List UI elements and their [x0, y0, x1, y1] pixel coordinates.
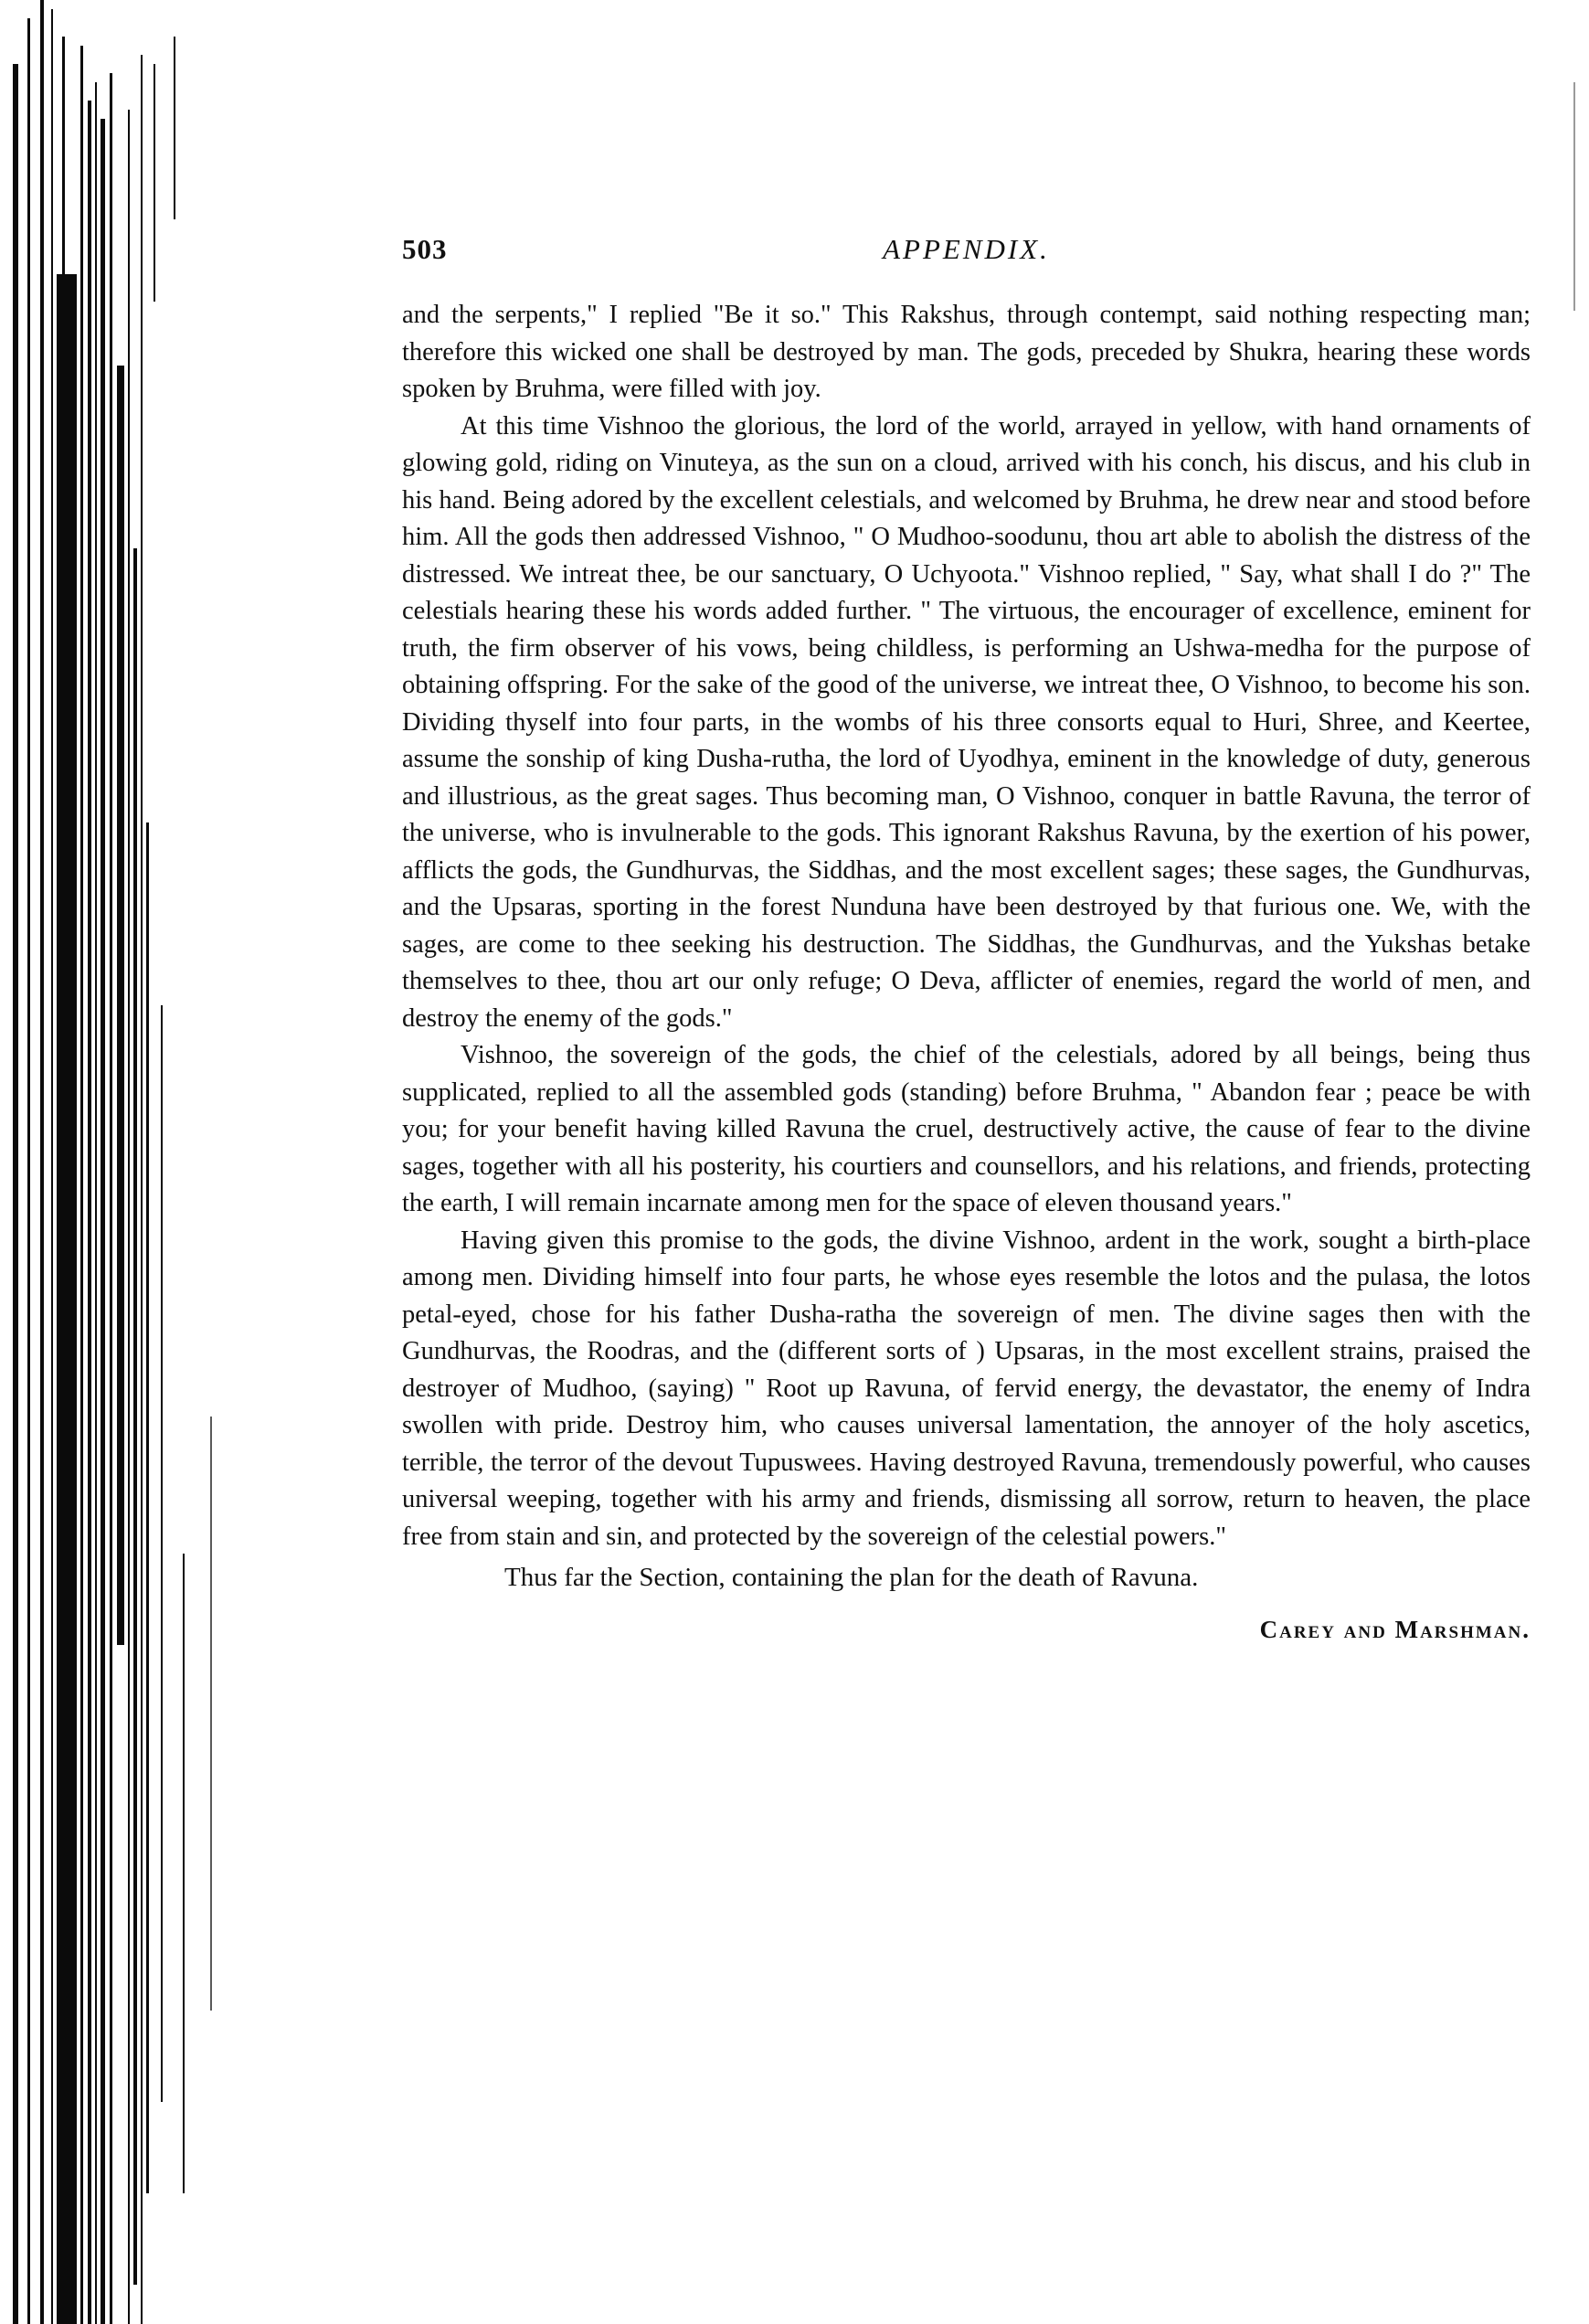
- body-text: [402, 297, 1531, 1555]
- running-head: [402, 233, 1531, 275]
- section-closing-line: Thus far the Section, containing the plan for the death of Ravuna.: [504, 1563, 1199, 1592]
- paragraph: and the serpents," I replied "Be it so." This Rakshus, through contempt, said nothing respecting man; therefore this wicked one shall be destroyed by man. The gods, preceded by Shukra, hearing these words spoken by Bruhma, were filled with joy.: [402, 301, 1531, 403]
- paragraph: Having given this promise to the gods, the divine Vishnoo, ardent in the work, sought a birth-place among men. Dividing himself into four parts, he whose eyes resemble the lotos and the pulasa, the lotos petal-eyed, chose for his father Dusha-ratha the sovereign of men. The divine sages then with the Gundhurvas, the Roodras, and the (different sorts of ) Upsaras, in the most excellent strains, praised the destroyer of Mudhoo, (saying) " Root up Ravuna, of fervid energy, the devastator, the enemy of Indra swollen with pride. Destroy him, who causes universal lamentation, the annoyer of the holy ascetics, terrible, the terror of the devout Tupuswees. Having destroyed Ravuna, tremendously powerful, who causes universal weeping, together with his army and friends, dismissing all sorrow, return to heaven, the place free from stain and sin, and protected by the sovereign of the celestial powers.": [402, 1226, 1531, 1551]
- running-title: APPENDIX.: [883, 233, 1050, 265]
- book-gutter: [0, 0, 219, 2324]
- paragraph: At this time Vishnoo the glorious, the lord of the world, arrayed in yellow, with hand ornaments of glowing gold, riding on Vinuteya, as the sun on a cloud, arrived with his conch, his discus, and his club in his hand. Being adored by the excellent celestials, and welcomed by Bruhma, he drew near and stood before him. All the gods then addressed Vishnoo, " O Mudhoo-soodunu, thou art able to abolish the distress of the distressed. We intreat thee, be our sanctuary, O Uchyoota." Vishnoo replied, " Say, what shall I do ?" The celestials hearing these his words added further. " The virtuous, the encourager of excellence, eminent for truth, the firm observer of his vows, being childless, is performing an Ushwa-medha for the purpose of obtaining offspring. For the sake of the good of the universe, we intreat thee, O Vishnoo, to become his son. Dividing thyself into four parts, in the wombs of his three consorts equal to Huri, Shree, and Keertee, assume the sonship of king Dusha-rutha, the lord of Uyodhya, eminent in the knowledge of duty, generous and illustrious, as the great sages. Thus becoming man, O Vishnoo, conquer in battle Ravuna, the terror of the universe, who is invulnerable to the gods. This ignorant Rakshus Ravuna, by the exertion of his power, afflicts the gods, the Gundhurvas, the Siddhas, and the most excellent sages; these sages, the Gundhurvas, and the Upsaras, sporting in the forest Nunduna have been destroyed by that furious one. We, with the sages, are come to thee seeking his destruction. The Siddhas, the Gundhurvas, and the Yukshas betake themselves to thee, thou art our only refuge; O Deva, afflicter of enemies, regard the world of men, and destroy the enemy of the gods.": [402, 411, 1531, 1033]
- page-number: 503: [402, 233, 448, 265]
- signature: Carey and Marshman.: [1259, 1616, 1531, 1643]
- scan-edge-mark: [1573, 82, 1575, 311]
- book-page: [402, 233, 1531, 1644]
- paragraph: Vishnoo, the sovereign of the gods, the chief of the celestials, adored by all beings, being thus supplicated, replied to all the assembled gods (standing) before Bruhma, " Abandon fear ; peace be with you; for your benefit having killed Ravuna the cruel, destructively active, the cause of fear to the divine sages, together with all his posterity, his courtiers and counsellors, and his relations, and friends, protecting the earth, I will remain incarnate among men for the space of eleven thousand years.": [402, 1041, 1531, 1217]
